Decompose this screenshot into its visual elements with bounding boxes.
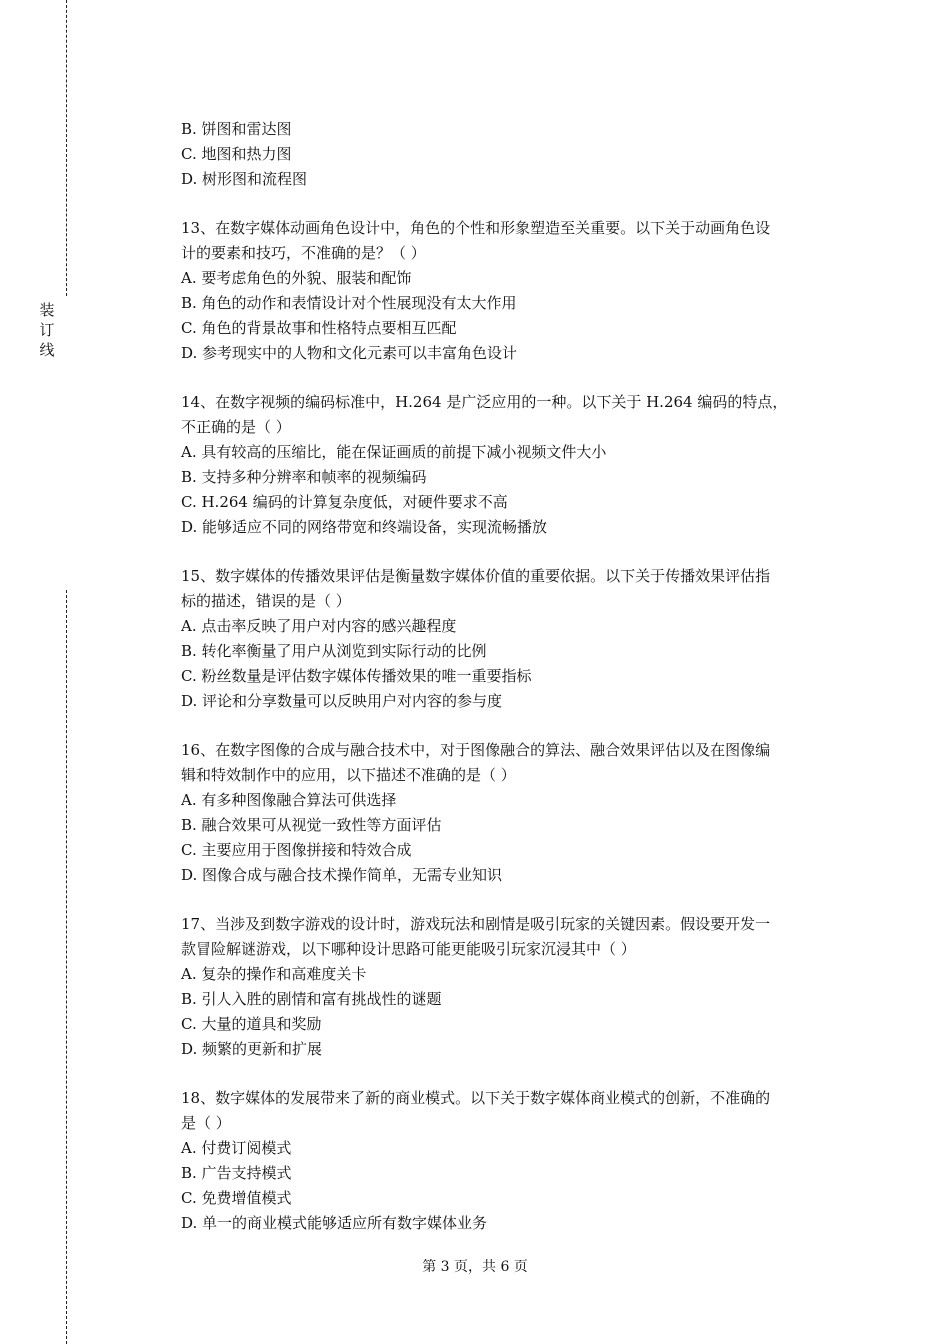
- option: C. 免费增值模式: [181, 1189, 292, 1207]
- option: C. H.264 编码的计算复杂度低，对硬件要求不高: [181, 493, 508, 511]
- question-stem: 14、在数字视频的编码标准中，H.264 是广泛应用的一种。以下关于 H.264 编码的特点，: [181, 393, 788, 411]
- option: D. 频繁的更新和扩展: [181, 1040, 323, 1058]
- option: C. 角色的背景故事和性格特点要相互匹配: [181, 319, 457, 337]
- binding-label-char: 订: [39, 321, 55, 339]
- question-13: [181, 216, 841, 366]
- binding-label-char: 线: [39, 341, 55, 359]
- exam-content: [181, 117, 841, 1236]
- binding-label-char: 装: [39, 301, 55, 319]
- question-stem: 辑和特效制作中的应用，以下描述不准确的是（ ）: [181, 766, 516, 784]
- option: D. 单一的商业模式能够适应所有数字媒体业务: [181, 1214, 488, 1232]
- option: B. 角色的动作和表情设计对个性展现没有太大作用: [181, 294, 517, 312]
- option: A. 点击率反映了用户对内容的感兴趣程度: [181, 617, 457, 635]
- option: C. 大量的道具和奖励: [181, 1015, 322, 1033]
- question-stem: 是（ ）: [181, 1114, 231, 1132]
- question-14: [181, 390, 841, 540]
- binding-label: [36, 300, 58, 360]
- option: D. 图像合成与融合技术操作简单，无需专业知识: [181, 866, 503, 884]
- option: B. 引人入胜的剧情和富有挑战性的谜题: [181, 990, 442, 1008]
- question-stem: 标的描述，错误的是（ ）: [181, 592, 351, 610]
- option: A. 具有较高的压缩比，能在保证画质的前提下减小视频文件大小: [181, 443, 607, 461]
- question-18: [181, 1086, 841, 1236]
- option: B. 支持多种分辨率和帧率的视频编码: [181, 468, 427, 486]
- page-number-footer: 第 3 页，共 6 页: [422, 1259, 528, 1275]
- option: D. 能够适应不同的网络带宽和终端设备，实现流畅播放: [181, 518, 548, 536]
- option: B. 融合效果可从视觉一致性等方面评估: [181, 816, 442, 834]
- question-stem: 13、在数字媒体动画角色设计中，角色的个性和形象塑造至关重要。以下关于动画角色设: [181, 219, 771, 237]
- question-stem: 15、数字媒体的传播效果评估是衡量数字媒体价值的重要依据。以下关于传播效果评估指: [181, 567, 771, 585]
- question-stem: 款冒险解谜游戏，以下哪种设计思路可能更能吸引玩家沉浸其中（ ）: [181, 940, 636, 958]
- option: B. 广告支持模式: [181, 1164, 292, 1182]
- option: B. 饼图和雷达图: [181, 120, 292, 138]
- question-stem: 不正确的是（ ）: [181, 418, 291, 436]
- option: C. 主要应用于图像拼接和特效合成: [181, 841, 412, 859]
- option: A. 付费订阅模式: [181, 1139, 292, 1157]
- option: B. 转化率衡量了用户从浏览到实际行动的比例: [181, 642, 487, 660]
- option: A. 复杂的操作和高难度关卡: [181, 965, 367, 983]
- option: D. 参考现实中的人物和文化元素可以丰富角色设计: [181, 344, 518, 362]
- option: C. 地图和热力图: [181, 145, 292, 163]
- question-stem: 计的要素和技巧，不准确的是？（ ）: [181, 244, 426, 262]
- binding-dashed-line-bottom: [66, 590, 67, 1344]
- question-16: [181, 738, 841, 888]
- binding-dashed-line-top: [66, 0, 67, 296]
- previous-question-options: [181, 117, 841, 192]
- option: D. 树形图和流程图: [181, 170, 308, 188]
- option: C. 粉丝数量是评估数字媒体传播效果的唯一重要指标: [181, 667, 532, 685]
- question-stem: 17、当涉及到数字游戏的设计时，游戏玩法和剧情是吸引玩家的关键因素。假设要开发一: [181, 915, 771, 933]
- option: A. 有多种图像融合算法可供选择: [181, 791, 397, 809]
- question-15: [181, 564, 841, 714]
- question-stem: 18、数字媒体的发展带来了新的商业模式。以下关于数字媒体商业模式的创新，不准确的: [181, 1089, 771, 1107]
- option: D. 评论和分享数量可以反映用户对内容的参与度: [181, 692, 503, 710]
- option: A. 要考虑角色的外貌、服装和配饰: [181, 269, 412, 287]
- question-stem: 16、在数字图像的合成与融合技术中，对于图像融合的算法、融合效果评估以及在图像编: [181, 741, 771, 759]
- question-17: [181, 912, 841, 1062]
